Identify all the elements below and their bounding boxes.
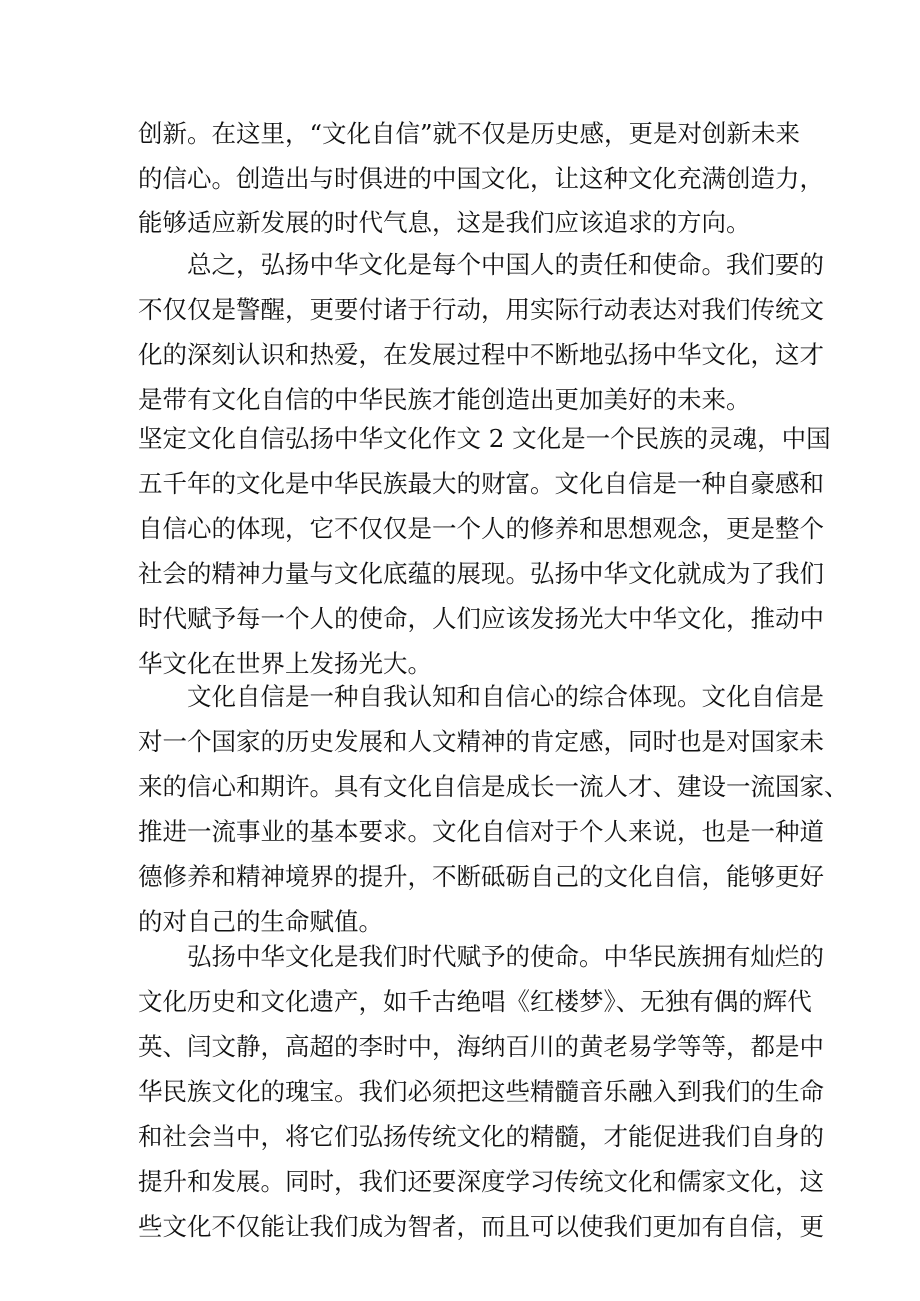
text-line: 些文化不仅能让我们成为智者，而且可以使我们更加有自信，更 [138, 1212, 824, 1241]
text-line: 文化自信是一种自我认知和自信心的综合体现。文化自信是 [138, 682, 824, 711]
text-line: 华民族文化的瑰宝。我们必须把这些精髓音乐融入到我们的生命 [138, 1077, 824, 1106]
text-line: 和社会当中，将它们弘扬传统文化的精髓，才能促进我们自身的 [138, 1122, 824, 1151]
text-line: 化的深刻认识和热爱，在发展过程中不断地弘扬中华文化，这才 [138, 340, 824, 369]
text-line: 来的信心和期许。具有文化自信是成长一流人才、建设一流国家、 [138, 772, 849, 801]
text-line: 华文化在世界上发扬光大。 [138, 649, 432, 678]
text-line: 的信心。创造出与时俱进的中国文化，让这种文化充满创造力， [138, 163, 824, 193]
text-line: 时代赋予每一个人的使命，人们应该发扬光大中华文化，推动中 [138, 604, 824, 633]
paragraph-3 [138, 416, 831, 686]
paragraph-4 [138, 674, 849, 944]
paragraph-2 [138, 242, 824, 422]
text-line: 文化历史和文化遗产，如千古绝唱《红楼梦》、无独有偶的辉代 [138, 987, 812, 1016]
text-line: 创新。在这里，“文化自信”就不仅是历史感，更是对创新未来 [138, 119, 801, 148]
text-line: 总之，弘扬中华文化是每个中国人的责任和使命。我们要的 [138, 250, 824, 279]
paragraph-1 [138, 112, 824, 246]
text-line: 五千年的文化是中华民族最大的财富。文化自信是一种自豪感和 [138, 469, 824, 498]
text-line: 不仅仅是警醒，更要付诸于行动，用实际行动表达对我们传统文 [138, 295, 824, 324]
text-line: 对一个国家的历史发展和人文精神的肯定感，同时也是对国家未 [138, 727, 824, 756]
text-line: 坚定文化自信弘扬中华文化作文 2 文化是一个民族的灵魂，中国 [138, 424, 831, 453]
text-line: 英、闫文静，高超的李时中，海纳百川的黄老易学等等，都是中 [138, 1032, 824, 1061]
text-line: 社会的精神力量与文化底蕴的展现。弘扬中华文化就成为了我们 [138, 559, 824, 588]
text-line: 德修养和精神境界的提升，不断砥砺自己的文化自信，能够更好 [138, 862, 824, 891]
text-line: 推进一流事业的基本要求。文化自信对于个人来说，也是一种道 [138, 817, 824, 846]
paragraph-5 [138, 934, 824, 1249]
text-line: 是带有文化自信的中华民族才能创造出更加美好的未来。 [138, 385, 751, 414]
text-line: 弘扬中华文化是我们时代赋予的使命。中华民族拥有灿烂的 [138, 942, 824, 971]
text-line: 提升和发展。同时，我们还要深度学习传统文化和儒家文化，这 [138, 1167, 824, 1196]
text-line: 自信心的体现，它不仅仅是一个人的修养和思想观念，更是整个 [138, 514, 824, 543]
text-line: 能够适应新发展的时代气息，这是我们应该追求的方向。 [138, 208, 751, 237]
text-line: 的对自己的生命赋值。 [138, 907, 383, 936]
